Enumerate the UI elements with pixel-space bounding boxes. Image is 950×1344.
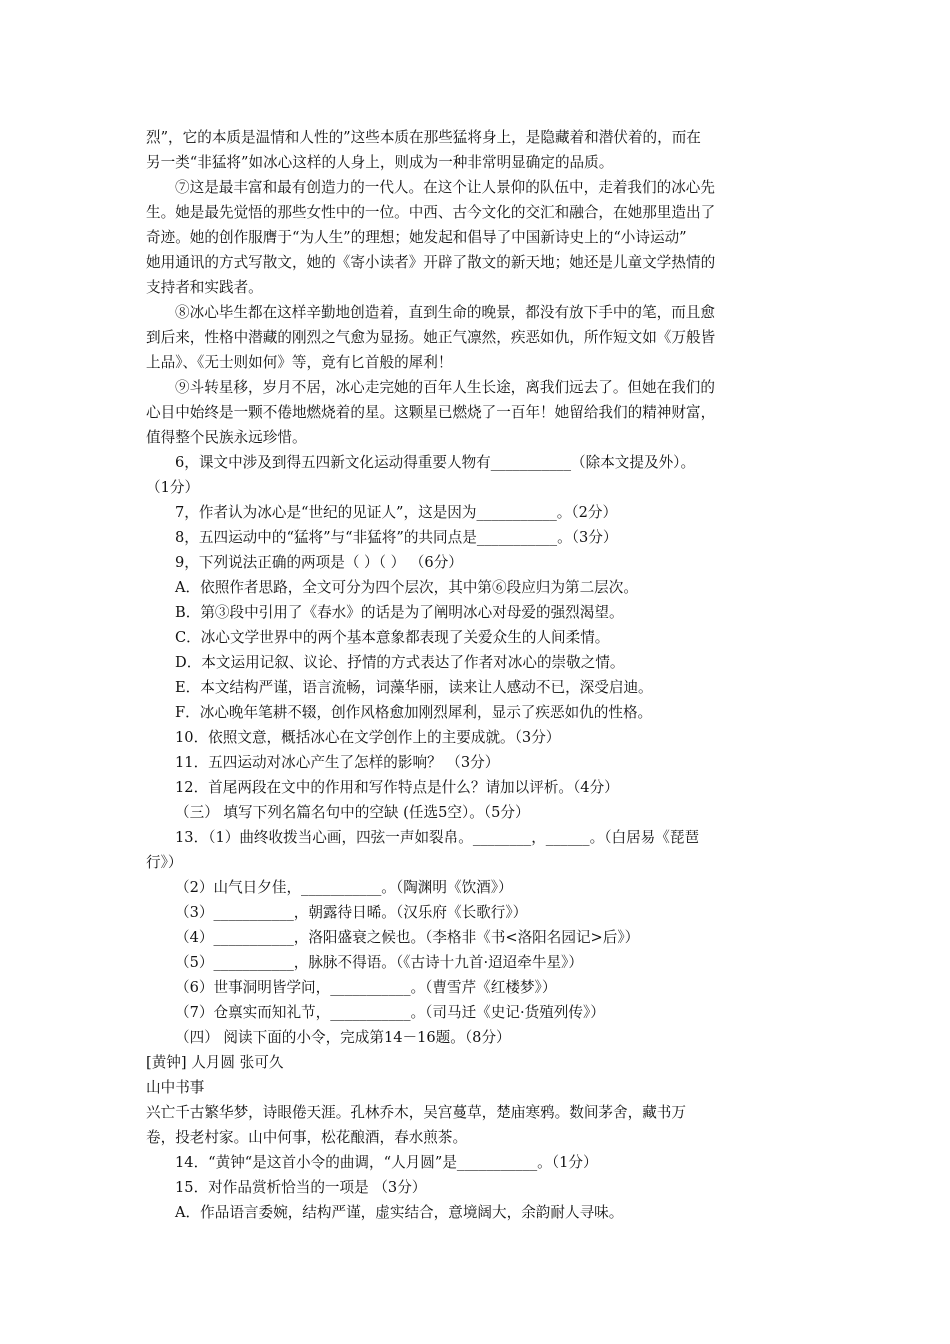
paragraph-7-line-5: 支持者和实践者。 bbox=[146, 279, 263, 296]
paragraph-8-line-1: ⑧冰心毕生都在这样辛勤地创造着，直到生命的晚景，都没有放下手中的笔，而且愈 bbox=[175, 304, 715, 321]
paragraph-7-line-1: ⑦这是最丰富和最有创造力的一代人。在这个让人景仰的队伍中，走着我们的冰心先 bbox=[175, 179, 715, 196]
question-7: 7，作者认为冰心是“世纪的见证人”，这是因为___________。（2分） bbox=[175, 504, 618, 521]
paragraph-9-line-2: 心目中始终是一颗不倦地燃烧着的星。这颗星已燃烧了一百年！她留给我们的精神财富， bbox=[146, 404, 716, 421]
question-15: 15．对作品赏析恰当的一项是 （3分） bbox=[175, 1179, 427, 1196]
question-13-item-4: （4）___________，洛阳盛衰之候也。（李格非《书<洛阳名园记>后》） bbox=[175, 929, 640, 946]
question-9-option-a: A．依照作者思路，全文可分为四个层次，其中第⑥段应归为第二层次。 bbox=[175, 579, 638, 596]
question-14: 14．“黄钟“是这首小令的曲调，“人月圆”是___________。（1分） bbox=[175, 1154, 598, 1171]
question-10: 10．依照文意，概括冰心在文学创作上的主要成就。（3分） bbox=[175, 729, 561, 746]
poem-title: [黄钟] 人月圆 张可久 bbox=[146, 1054, 284, 1071]
paragraph-6-line-1: 烈”，它的本质是温情和人性的”这些本质在那些猛将身上，是隐藏着和潜伏着的，而在 bbox=[146, 129, 701, 146]
question-9-option-d: D．本文运用记叙、议论、抒情的方式表达了作者对冰心的崇敬之情。 bbox=[175, 654, 625, 671]
poem-subtitle: 山中书事 bbox=[146, 1079, 205, 1096]
question-13-item-7: （7）仓禀实而知礼节，___________。（司马迁《史记·货殖列传》） bbox=[175, 1004, 605, 1021]
paragraph-7-line-2: 生。她是最先觉悟的那些女性中的一位。中西、古今文化的交汇和融合，在她那里造出了 bbox=[146, 204, 716, 221]
paragraph-8-line-3: 上品》、《无士则如何》等，竟有匕首般的犀利！ bbox=[146, 354, 453, 371]
question-13-line-2: 行》） bbox=[146, 854, 183, 871]
section-4-heading: （四） 阅读下面的小令，完成第14－16题。（8分） bbox=[175, 1029, 511, 1046]
paragraph-9-line-3: 值得整个民族永远珍惜。 bbox=[146, 429, 307, 446]
question-9-option-f: F．冰心晚年笔耕不辍，创作风格愈加刚烈犀利，显示了疾恶如仇的性格。 bbox=[175, 704, 653, 721]
poem-line-1: 兴亡千古繁华梦，诗眼倦天涯。孔林乔木，吴宫蔓草，楚庙寒鸦。数间茅舍，藏书万 bbox=[146, 1104, 686, 1121]
question-13-line-1: 13．（1）曲终收拨当心画，四弦一声如裂帛。________，______。（白居易《琵琶 bbox=[175, 829, 700, 846]
question-12: 12．首尾两段在文中的作用和写作特点是什么？请加以评析。（4分） bbox=[175, 779, 619, 796]
question-9-option-e: E．本文结构严谨，语言流畅，词藻华丽，读来让人感动不已，深受启迪。 bbox=[175, 679, 653, 696]
paragraph-8-line-2: 到后来，性格中潜藏的刚烈之气愈为显扬。她正气凛然，疾恶如仇，所作短文如《万般皆 bbox=[146, 329, 716, 346]
question-9: 9，下列说法正确的两项是（ ）（ ） （6分） bbox=[175, 554, 463, 571]
question-13-item-5: （5）___________，脉脉不得语。（《古诗十九首·迢迢牵牛星》） bbox=[175, 954, 583, 971]
question-6-line-1: 6，课文中涉及到得五四新文化运动得重要人物有___________（除本文提及外）。 bbox=[175, 454, 696, 471]
paragraph-6-line-2: 另一类“非猛将”如冰心这样的人身上，则成为一种非常明显确定的品质。 bbox=[146, 154, 614, 171]
question-8: 8，五四运动中的“猛将”与“非猛将”的共同点是___________。（3分） bbox=[175, 529, 618, 546]
question-13-item-6: （6）世事洞明皆学问，___________。（曹雪芹《红楼梦》） bbox=[175, 979, 557, 996]
question-6-line-2: （1分） bbox=[146, 479, 200, 496]
paragraph-7-line-3: 奇迹。她的创作服膺于“为人生”的理想；她发起和倡导了中国新诗史上的“小诗运动” bbox=[146, 229, 687, 246]
question-13-item-3: （3）___________，朝露待日晞。（汉乐府《长歌行》） bbox=[175, 904, 528, 921]
paragraph-7-line-4: 她用通讯的方式写散文，她的《寄小读者》开辟了散文的新天地；她还是儿童文学热情的 bbox=[146, 254, 716, 271]
question-9-option-b: B．第③段中引用了《春水》的话是为了阐明冰心对母爱的强烈渴望。 bbox=[175, 604, 624, 621]
poem-line-2: 卷，投老村家。山中何事，松花酿酒，春水煎茶。 bbox=[146, 1129, 468, 1146]
question-9-option-c: C．冰心文学世界中的两个基本意象都表现了关爱众生的人间柔情。 bbox=[175, 629, 610, 646]
section-3-heading: （三） 填写下列名篇名句中的空缺 (任选5空）。（5分） bbox=[175, 804, 530, 821]
question-11: 11．五四运动对冰心产生了怎样的影响？ （3分） bbox=[175, 754, 500, 771]
paragraph-9-line-1: ⑨斗转星移，岁月不居，冰心走完她的百年人生长途，离我们远去了。但她在我们的 bbox=[175, 379, 715, 396]
question-13-item-2: （2）山气日夕佳，___________。（陶渊明《饮酒》） bbox=[175, 879, 513, 896]
question-15-option-a: A．作品语言委婉，结构严谨，虚实结合，意境阔大，余韵耐人寻味。 bbox=[175, 1204, 624, 1221]
